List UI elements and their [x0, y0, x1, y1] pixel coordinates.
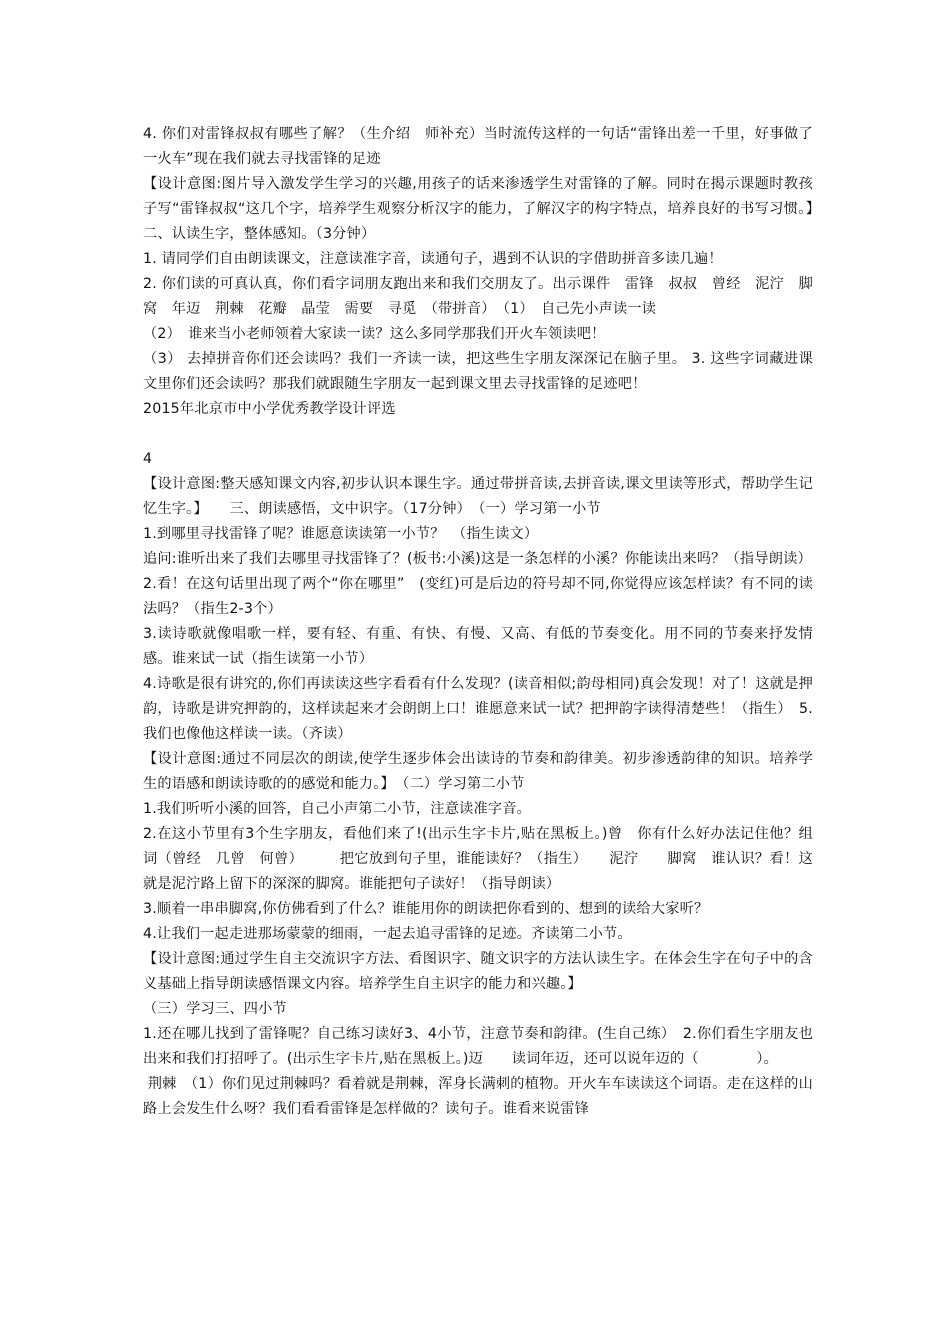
document-body	[143, 122, 857, 1122]
paragraph: 1. 请同学们自由朗读课文，注意读准字音，读通句子，遇到不认识的字借助拼音多读几遍！	[143, 251, 723, 267]
design-intent-paragraph: 【设计意图:图片导入激发学生学习的兴趣,用孩子的话来渗透学生对雷锋的了解。同时在揭示课题时教孩子写“雷锋叔叔“这几个字，培养学生观察分析汉字的能力，了解汉字的构字特点，培养良好的书写习惯。】 二、认读生字，整体感知。（3分钟）	[143, 176, 857, 242]
page-number: 4	[143, 451, 153, 467]
design-intent-paragraph: 【设计意图:通过学生自主交流识字方法、看图识字、随文识字的方法认读生字。在体会生字在句子中的含义基础上指导朗读感悟课文内容。培养学生自主识字的能力和兴趣。】	[143, 951, 813, 992]
paragraph: 1.到哪里寻找雷锋了呢？谁愿意读读第一小节？ （指生读文）	[143, 526, 539, 542]
paragraph: 追问:谁听出来了我们去哪里寻找雷锋了？(板书:小溪)这是一条怎样的小溪？你能读出来吗？（指导朗读）	[143, 551, 812, 567]
paragraph: （3） 去掉拼音你们还会读吗？我们一齐读一读，把这些生字朋友深深记在脑子里。 3. 这些字词藏进课文里你们还会读吗？那我们就跟随生字朋友一起到课文里去寻找雷锋的足迹吧！	[143, 351, 813, 392]
paragraph: 1.我们听听小溪的回答，自己小声第二小节，注意读准字音。	[143, 801, 532, 817]
section-heading: （三）学习三、四小节	[143, 1001, 287, 1017]
paragraph: 荆棘 （1）你们见过荆棘吗？看着就是荆棘，浑身长满刺的植物。开火车车读读这个词语。走在这样的山路上会发生什么呀？我们看看雷锋是怎样做的？读句子。谁看来说雷锋	[143, 1076, 813, 1117]
design-intent-paragraph: 【设计意图:整天感知课文内容,初步认识本课生字。通过带拼音读,去拼音读,课文里读等形式，帮助学生记忆生字。】 三、朗读感悟，文中识字。（17分钟） （一）学习第一小节	[143, 476, 813, 517]
page-footer-text: 2015年北京市中小学优秀教学设计评选	[143, 401, 396, 417]
paragraph: 2.在这小节里有3个生字朋友，看他们来了!(出示生字卡片,贴在黑板上。)曾 你有什么好办法记住他？组词（曾经 几曾 何曾） 把它放到句子里，谁能读好？（指生） 泥泞 脚窝 谁认识？看！这就是泥泞路上留下的深深的脚窝。谁能把句子读好！（指导朗读）	[143, 826, 813, 892]
paragraph: 4. 你们对雷锋叔叔有哪些了解？（生介绍 师补充）当时流传这样的一句话“雷锋出差一千里，好事做了一火车”现在我们就去寻找雷锋的足迹	[143, 126, 813, 167]
paragraph: 2. 你们读的可真认真，你们看字词朋友跑出来和我们交朋友了。出示课件 雷锋 叔叔 曾经 泥泞 脚窝 年迈 荆棘 花瓣 晶莹 需要 寻觅 （带拼音） （1） 自己先小声读一读	[143, 276, 813, 317]
paragraph: 3.顺着一串串脚窝,你仿佛看到了什么？谁能用你的朗读把你看到的、想到的读给大家听？	[143, 901, 709, 917]
paragraph: 4.让我们一起走进那场蒙蒙的细雨，一起去追寻雷锋的足迹。齐读第二小节。	[143, 926, 632, 942]
paragraph: 1.还在哪儿找到了雷锋呢？自己练习读好3、4小节，注意节奏和韵律。(生自己练） 2.你们看生字朋友也出来和我们打招呼了。(出示生字卡片,贴在黑板上。)迈 读词年迈，还可以说年迈的（ ）。	[143, 1026, 813, 1067]
paragraph: 3.读诗歌就像唱歌一样，要有轻、有重、有快、有慢、又高、有低的节奏变化。用不同的节奏来抒发情感。谁来试一试（指生读第一小节）	[143, 626, 813, 667]
blank-line	[143, 422, 813, 447]
paragraph: 4.诗歌是很有讲究的,你们再读读这些字看看有什么发现？(读音相似;韵母相同)真会发现！对了！这就是押韵，诗歌是讲究押韵的，这样读起来才会朗朗上口！谁愿意来试一试？把押韵字读得清楚些！（指生） 5.我们也像他这样读一读。（齐读）	[143, 676, 813, 742]
paragraph: 2.看！在这句话里出现了两个“你在哪里” (变红)可是后边的符号却不同,你觉得应该怎样读？有不同的读法吗？（指生2-3个）	[143, 576, 813, 617]
design-intent-paragraph: 【设计意图:通过不同层次的朗读,使学生逐步体会出读诗的节奏和韵律美。初步渗透韵律的知识。培养学生的语感和朗读诗歌的的感觉和能力。】 （二）学习第二小节	[143, 751, 813, 792]
paragraph: （2） 谁来当小老师领着大家读一读？这么多同学那我们开火车领读吧！	[143, 326, 606, 342]
